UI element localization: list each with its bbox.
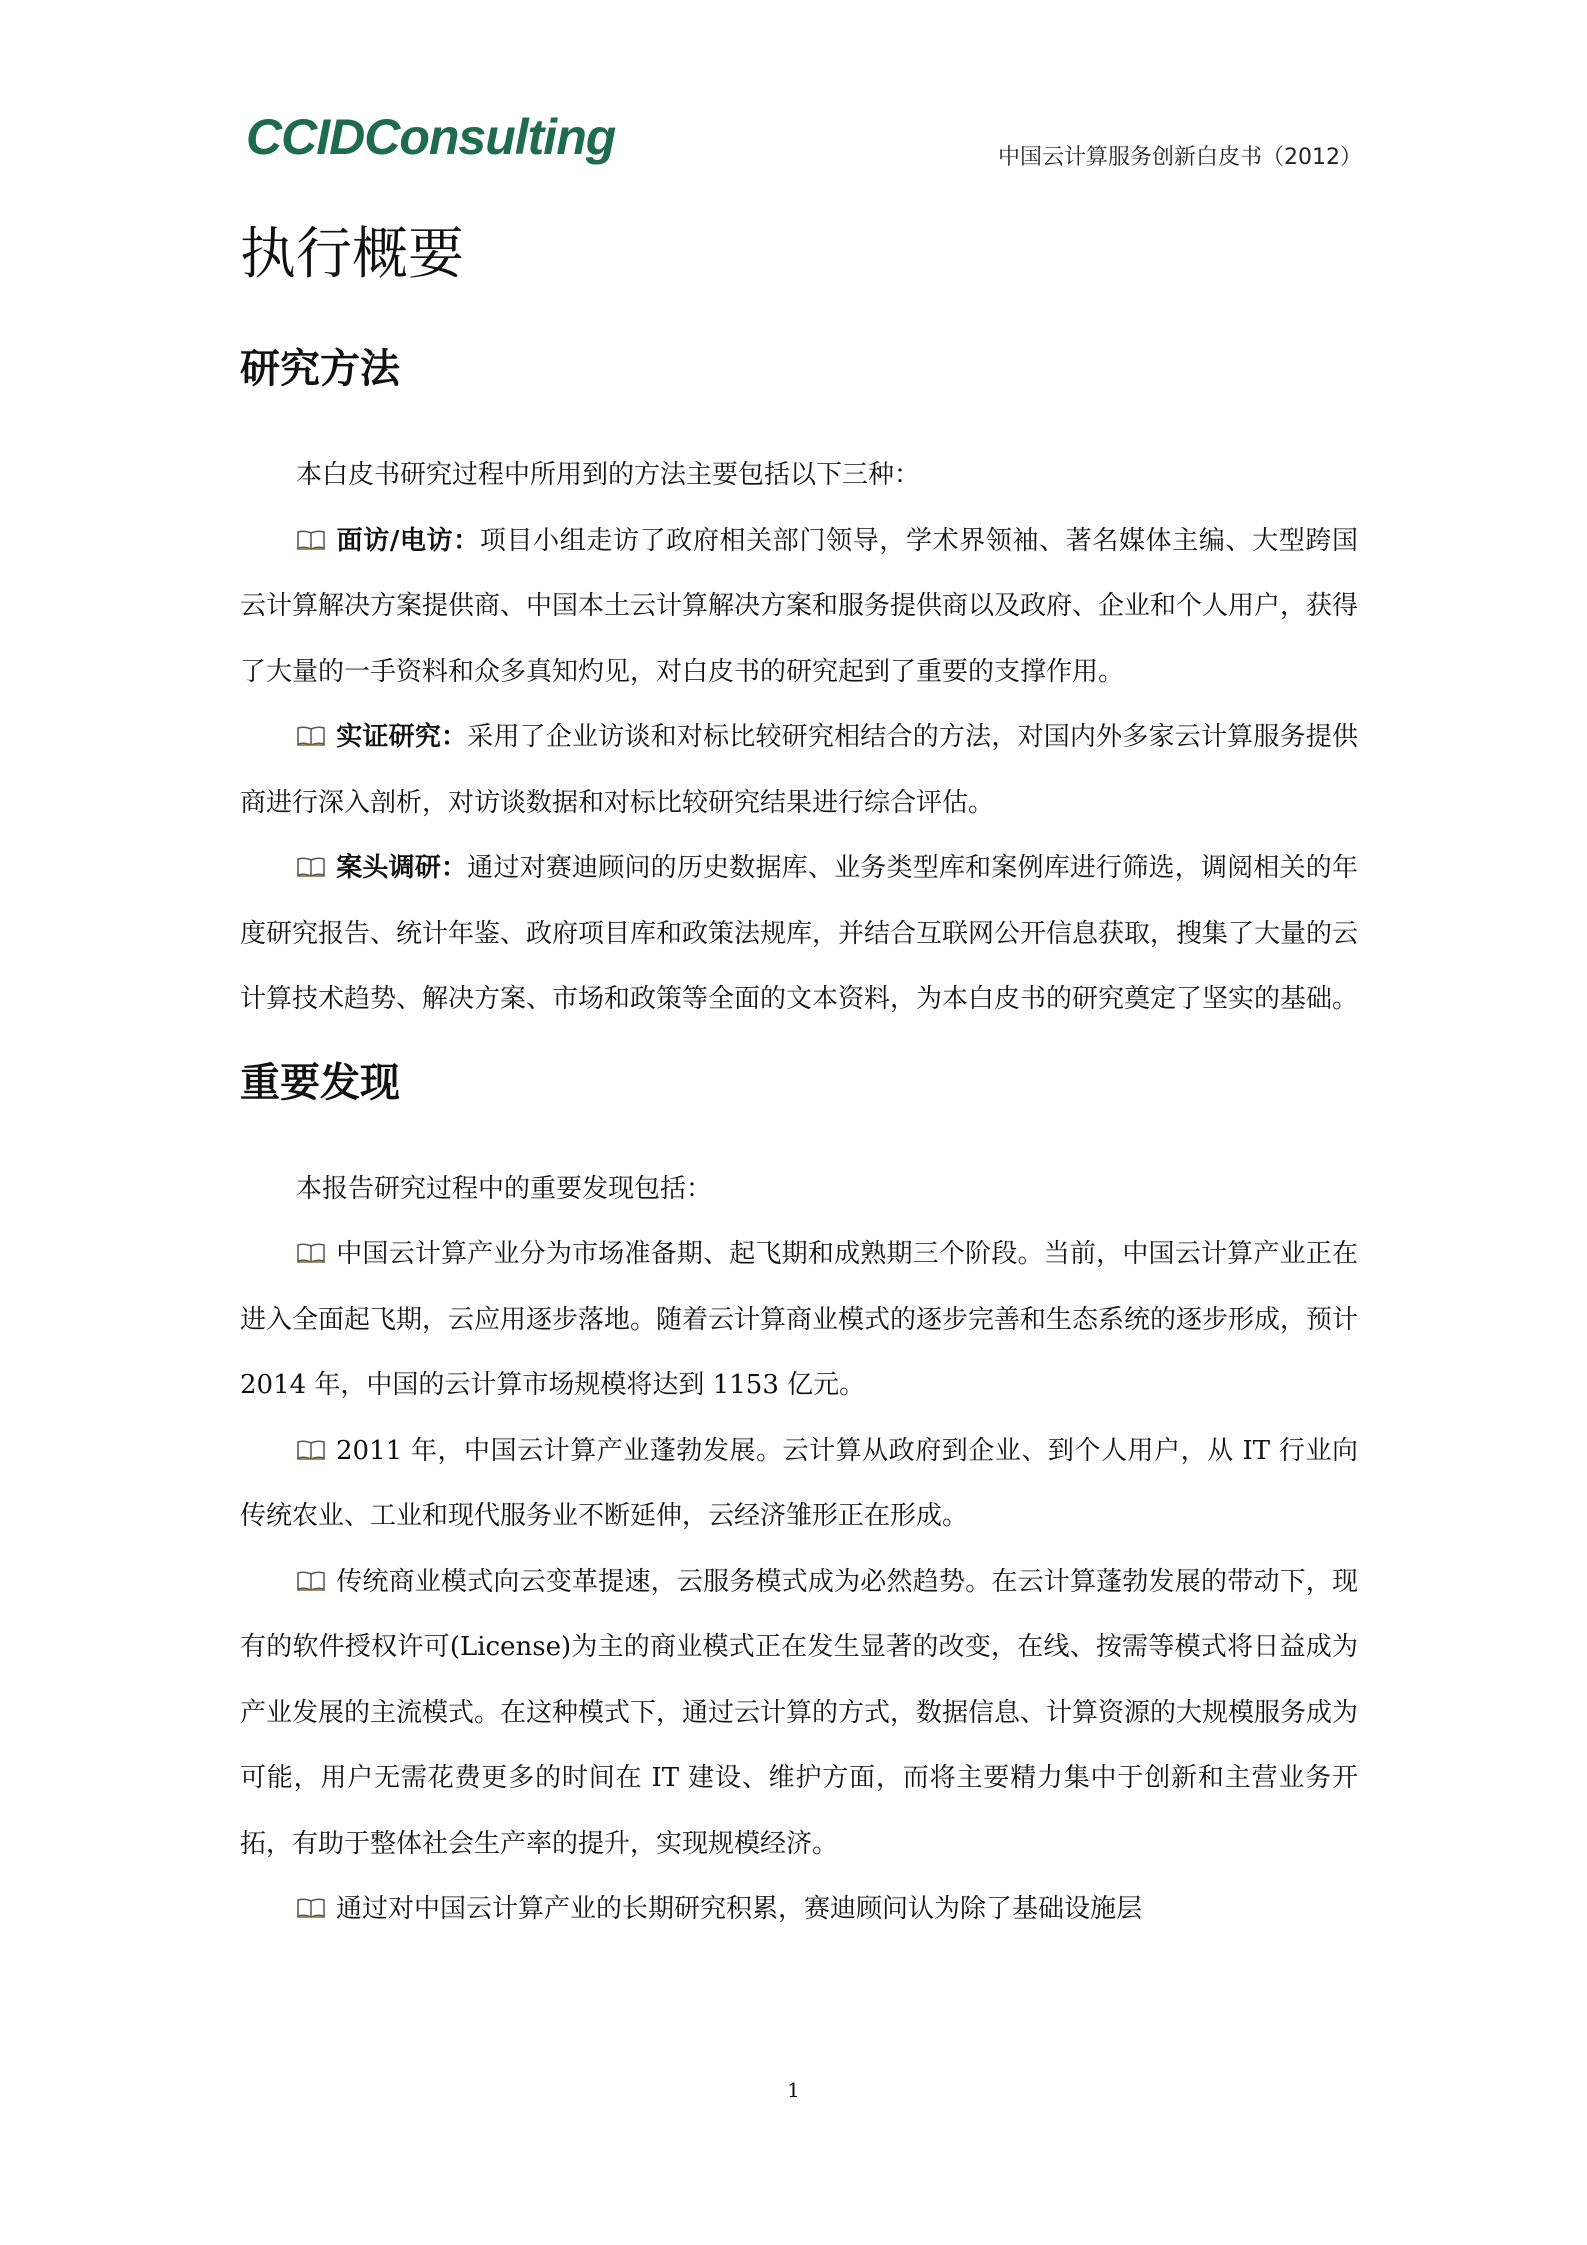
- document-body: [240, 215, 1358, 1963]
- item-term: 实证研究：: [336, 722, 468, 752]
- item-text: 通过对赛迪顾问的历史数据库、业务类型库和案例库进行筛选，调阅相关的年度研究报告、统计年鉴、政府项目库和政策法规库，并结合互联网公开信息获取，搜集了大量的云计算技术趋势、解决方案、市场和政策等全面的文本资料，为本白皮书的研究奠定了坚实的基础。: [240, 853, 1359, 1014]
- ccid-consulting-logo: CCIDConsulting: [246, 109, 616, 165]
- section-heading: 研究方法: [240, 346, 400, 392]
- page-number: 1: [787, 2078, 800, 2102]
- item-text: 项目小组走访了政府相关部门领导，学术界领袖、著名媒体主编、大型跨国云计算解决方案提供商、中国本土云计算解决方案和服务提供商以及政府、企业和个人用户，获得了大量的一手资料和众多真知灼见，对白皮书的研究起到了重要的支撑作用。: [240, 525, 1359, 687]
- item-text: 中国云计算产业分为市场准备期、起飞期和成熟期三个阶段。当前，中国云计算产业正在进入全面起飞期，云应用逐步落地。随着云计算商业模式的逐步完善和生态系统的逐步形成，预计 2014 年，中国的云计算市场规模将达到 1153 亿元。: [240, 1239, 1359, 1400]
- item-term: 案头调研：: [336, 853, 468, 883]
- section-intro: 本报告研究过程中的重要发现包括：: [296, 1173, 713, 1204]
- item-text: 传统商业模式向云变革提速，云服务模式成为必然趋势。在云计算蓬勃发展的带动下，现有的软件授权许可(License)为主的商业模式正在发生显著的改变，在线、按需等模式将日益成为产业发展的主流模式。在这种模式下，通过云计算的方式，数据信息、计算资源的大规模服务成为可能，用户无需花费更多的时间在 IT 建设、维护方面，而将主要精力集中于创新和主营业务开拓，有助于整体社会生产率的提升，实现规模经济。: [240, 1566, 1359, 1859]
- list-item: [240, 509, 1358, 706]
- item-text: 采用了企业访谈和对标比较研究相结合的方法，对国内外多家云计算服务提供商进行深入剖析，对访谈数据和对标比较研究结果进行综合评估。: [240, 722, 1358, 818]
- book-icon: [296, 529, 326, 551]
- book-icon: [296, 856, 326, 878]
- book-icon: [296, 1439, 326, 1461]
- book-icon: [296, 1242, 326, 1264]
- list-item: [240, 1877, 1358, 1943]
- list-item: [240, 836, 1358, 1033]
- section-heading: 重要发现: [240, 1059, 400, 1106]
- item-term: 面访/电访：: [336, 525, 480, 556]
- item-text: 2011 年，中国云计算产业蓬勃发展。云计算从政府到企业、到个人用户，从 IT 行业向传统农业、工业和现代服务业不断延伸，云经济雏形正在形成。: [240, 1435, 1358, 1531]
- section-research-methods: [240, 339, 1358, 1033]
- section-key-findings: [240, 1053, 1358, 1943]
- book-icon: [296, 1897, 326, 1919]
- book-icon: [296, 1570, 326, 1592]
- running-header-title: 中国云计算服务创新白皮书（2012）: [998, 145, 1362, 170]
- page-title: 执行概要: [240, 222, 464, 287]
- list-item: [240, 1419, 1358, 1550]
- list-item: [240, 1550, 1358, 1878]
- list-item: [240, 705, 1358, 836]
- section-intro: 本白皮书研究过程中所用到的方法主要包括以下三种：: [296, 460, 921, 490]
- item-text: 通过对中国云计算产业的长期研究积累，赛迪顾问认为除了基础设施层: [336, 1894, 1143, 1924]
- book-icon: [296, 725, 326, 747]
- list-item: [240, 1222, 1358, 1419]
